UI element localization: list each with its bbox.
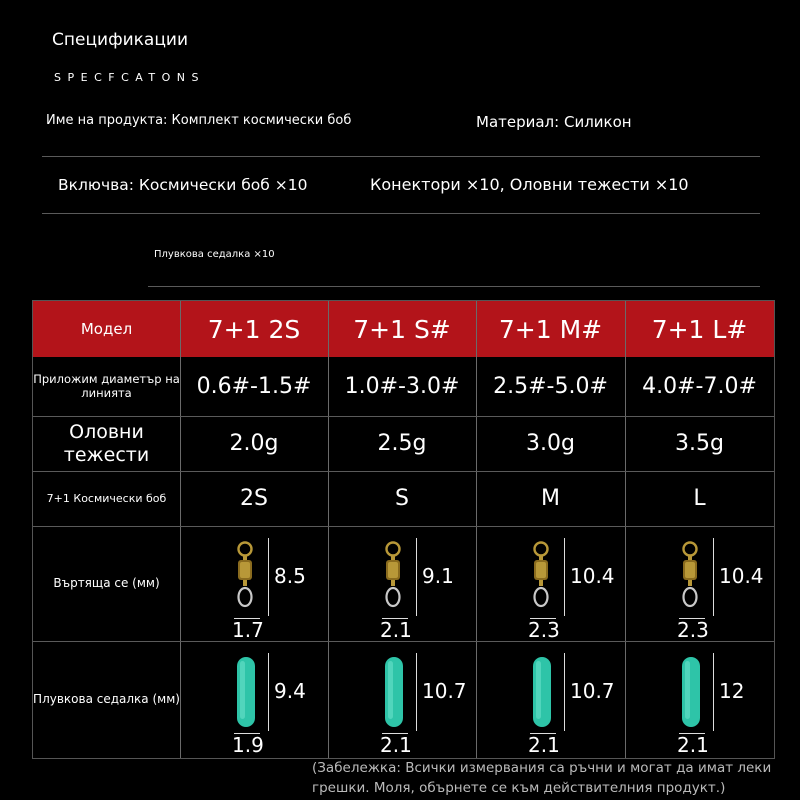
float-seat-cell xyxy=(328,641,476,758)
lead-weight-m: 3.0g xyxy=(526,431,575,456)
divider xyxy=(148,286,760,287)
line-diameter-l: 4.0#-7.0# xyxy=(642,374,757,399)
space-bean-2s: 2S xyxy=(240,486,268,511)
float-seat-icon xyxy=(234,655,258,733)
swivel-cell xyxy=(625,526,773,641)
width-value: 2.1 xyxy=(528,733,560,757)
page-title: Спецификации xyxy=(52,30,188,50)
swivel-cell xyxy=(180,526,328,641)
space-bean-l: L xyxy=(693,486,706,511)
spec-table xyxy=(32,300,775,759)
table-header-row xyxy=(33,301,774,357)
height-value: 10.7 xyxy=(422,679,467,703)
float-seat-icon xyxy=(382,655,406,733)
connectors: Конектори ×10, Оловни тежести ×10 xyxy=(370,175,689,194)
material: Материал: Силикон xyxy=(476,113,632,131)
model-label: Модел xyxy=(80,320,133,338)
height-dimension-line xyxy=(564,653,565,731)
line-diameter-2s: 0.6#-1.5# xyxy=(196,374,312,399)
line-diameter-m: 2.5#-5.0# xyxy=(493,374,608,399)
model-l: 7+1 L# xyxy=(651,314,748,344)
swivel-cell xyxy=(476,526,624,641)
divider xyxy=(42,156,760,157)
model-2s: 7+1 2S xyxy=(207,314,301,344)
float-seat-info: Плувкова седалка ×10 xyxy=(154,249,275,260)
lead-weight-2s: 2.0g xyxy=(229,431,279,456)
swivel-cell xyxy=(328,526,476,641)
height-value: 10.4 xyxy=(570,564,615,588)
line-diameter-s: 1.0#-3.0# xyxy=(344,374,460,399)
row-label-swivel: Въртяща се (мм) xyxy=(53,576,160,591)
disclaimer-note: (Забележка: Всички измервания са ръчни и могат да имат леки грешки. Моля, обърнете се към действителния продукт.) xyxy=(312,760,772,796)
height-dimension-line xyxy=(713,653,714,731)
swivel-icon xyxy=(382,540,404,616)
swivel-icon xyxy=(679,540,701,616)
height-value: 10.7 xyxy=(570,679,615,703)
width-value: 2.1 xyxy=(380,618,412,642)
space-bean-s: S xyxy=(395,486,409,511)
swivel-icon xyxy=(530,540,552,616)
width-value: 1.7 xyxy=(232,618,264,642)
height-dimension-line xyxy=(416,538,417,616)
row-label-lead-weight: Оловни тежести xyxy=(63,420,150,466)
float-seat-icon xyxy=(679,655,703,733)
height-dimension-line xyxy=(713,538,714,616)
width-value: 2.1 xyxy=(677,733,709,757)
height-value: 8.5 xyxy=(274,564,306,588)
swivel-icon xyxy=(234,540,256,616)
width-value: 1.9 xyxy=(232,733,264,757)
divider xyxy=(42,213,760,214)
height-value: 12 xyxy=(719,679,745,703)
height-value: 9.4 xyxy=(274,679,306,703)
float-seat-cell xyxy=(625,641,773,758)
float-seat-cell xyxy=(180,641,328,758)
height-dimension-line xyxy=(268,538,269,616)
width-value: 2.3 xyxy=(677,618,709,642)
row-label-line-diameter: Приложим диаметър на линията xyxy=(33,371,180,400)
product-name: Име на продукта: Комплект космически боб xyxy=(46,113,352,128)
height-dimension-line xyxy=(416,653,417,731)
height-value: 9.1 xyxy=(422,564,454,588)
row-label-float-seat: Плувкова седалка (мм) xyxy=(33,692,180,707)
height-value: 10.4 xyxy=(719,564,764,588)
lead-weight-s: 2.5g xyxy=(377,431,427,456)
width-value: 2.1 xyxy=(380,733,412,757)
width-value: 2.3 xyxy=(528,618,560,642)
height-dimension-line xyxy=(564,538,565,616)
page-subtitle: SPECFCATONS xyxy=(54,71,206,84)
model-s: 7+1 S# xyxy=(353,314,451,344)
model-m: 7+1 M# xyxy=(498,314,603,344)
height-dimension-line xyxy=(268,653,269,731)
includes: Включва: Космически боб ×10 xyxy=(58,176,308,194)
float-seat-cell xyxy=(476,641,624,758)
space-bean-m: M xyxy=(541,486,560,511)
float-seat-icon xyxy=(530,655,554,733)
lead-weight-l: 3.5g xyxy=(675,431,724,456)
row-label-space-bean: 7+1 Космически боб xyxy=(46,491,167,505)
